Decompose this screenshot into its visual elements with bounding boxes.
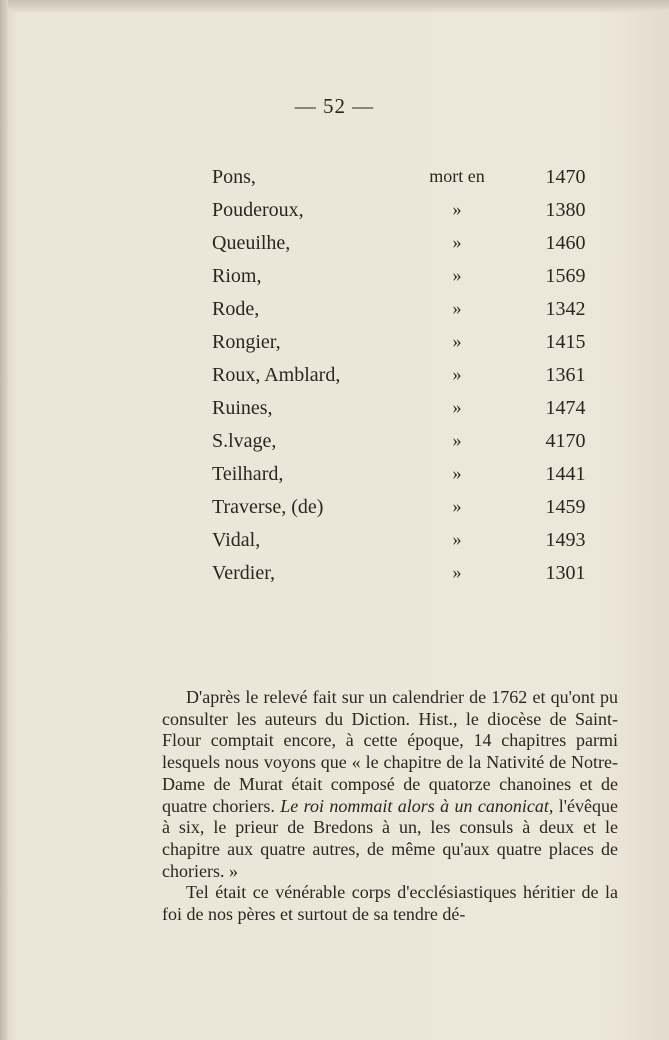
entry-name: Roux, Amblard, (212, 364, 341, 386)
list-item (0, 496, 669, 529)
entry-status: » (452, 496, 462, 516)
list-item (0, 364, 669, 397)
entry-name: Pons, (212, 166, 256, 188)
entry-year: 1569 (545, 265, 586, 287)
entry-name: Teilhard, (212, 463, 284, 485)
entry-status: » (452, 397, 462, 417)
entry-year: 4170 (545, 430, 586, 452)
list-item (0, 463, 669, 496)
entry-year: 1342 (545, 298, 586, 320)
entry-year: 1493 (545, 529, 586, 551)
list-item (0, 166, 669, 199)
entry-year: 1460 (545, 232, 586, 254)
entry-status: » (452, 529, 462, 549)
entry-year: 1361 (545, 364, 586, 386)
list-item (0, 397, 669, 430)
entry-name: Traverse, (de) (212, 496, 324, 518)
entry-name: Pouderoux, (212, 199, 304, 221)
page-top-edge (0, 0, 669, 12)
entry-year: 1301 (545, 562, 586, 584)
entry-year: 1459 (545, 496, 586, 518)
entry-name: Rode, (212, 298, 260, 320)
paragraph-1-text: D'après le relevé fait sur un calendrier de 1762 et qu'ont pu consulter les auteurs du Diction. Hist., le diocèse de Saint-Flour comptait encore, à cette époque, 14 chapitres parmi lesquels nous voyons que « le chapitre de la Nativité de Notre-Dame de Murat était composé de quatorze chanoines et de quatre choriers. (162, 687, 618, 816)
list-item (0, 199, 669, 232)
entry-name: Queuilhe, (212, 232, 291, 254)
list-item (0, 331, 669, 364)
entry-name: S.lvage, (212, 430, 277, 452)
paragraph-1 (162, 687, 618, 882)
paragraph-1-italic: Le roi nommait alors à un canonicat, (280, 795, 554, 816)
list-item (0, 430, 669, 463)
entry-status: » (452, 232, 462, 252)
entry-year: 1415 (545, 331, 586, 353)
entry-year: 1380 (545, 199, 586, 221)
entry-name: Ruines, (212, 397, 273, 419)
body-text (162, 687, 618, 926)
list-item (0, 265, 669, 298)
entry-status: » (452, 298, 462, 318)
entry-status: » (452, 430, 462, 450)
page-number: — 52 — (294, 94, 375, 118)
entry-status: » (452, 331, 462, 351)
entry-year: 1470 (545, 166, 586, 188)
entry-name: Riom, (212, 265, 262, 287)
entry-status: » (452, 199, 462, 219)
entry-year: 1441 (545, 463, 586, 485)
list-item (0, 562, 669, 595)
entry-status: » (452, 562, 462, 582)
entry-status: mort en (429, 166, 485, 186)
entry-status: » (452, 364, 462, 384)
entry-status: » (452, 463, 462, 483)
paragraph-1-continued: l'évêque à six, le prieur de Bredons à un, les consuls à deux et le chapitre aux quatre autres, de même qu'aux quatre places de choriers. » (162, 795, 618, 881)
entry-name: Verdier, (212, 562, 276, 584)
list-item (0, 529, 669, 562)
entry-year: 1474 (545, 397, 586, 419)
list-item (0, 232, 669, 265)
entry-name: Rongier, (212, 331, 281, 353)
entry-name: Vidal, (212, 529, 261, 551)
paragraph-2: Tel était ce vénérable corps d'ecclésiastiques héritier de la foi de nos pères et surtout de sa tendre dé- (162, 882, 618, 925)
entry-status: » (452, 265, 462, 285)
list-item (0, 298, 669, 331)
